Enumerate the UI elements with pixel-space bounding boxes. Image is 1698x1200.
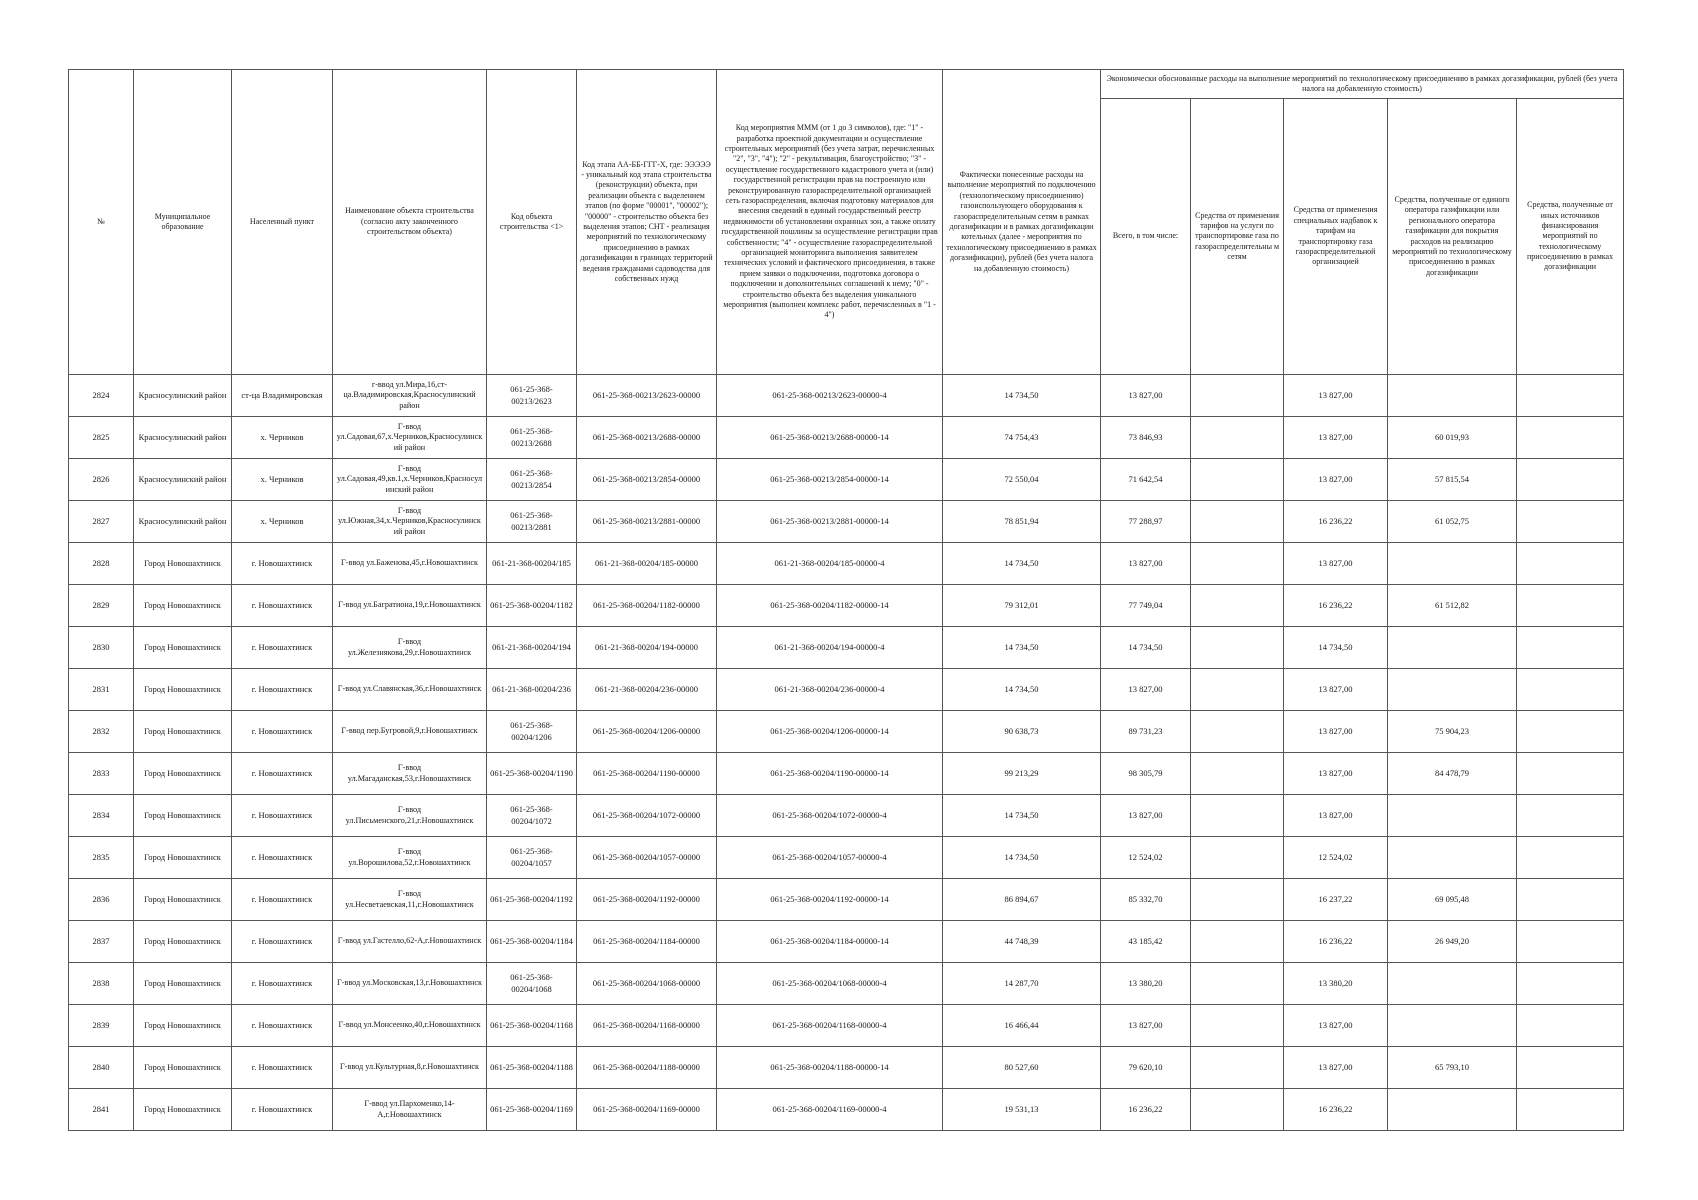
row-num: 2825 <box>69 417 134 459</box>
row-actual-costs: 79 312,01 <box>943 585 1101 627</box>
header-settlement: Населенный пункт <box>232 70 333 375</box>
table-row <box>69 543 1624 585</box>
row-other-sources <box>1517 585 1624 627</box>
row-object-code: 061-25-368-00204/1057 <box>487 837 577 879</box>
row-measure-code: 061-25-368-00204/1192-00000-14 <box>717 879 943 921</box>
row-object-code: 061-25-368-00204/1068 <box>487 963 577 1005</box>
row-total: 13 380,20 <box>1101 963 1191 1005</box>
row-municipality: Красносулинский район <box>134 417 232 459</box>
row-total: 71 642,54 <box>1101 459 1191 501</box>
row-object-name: Г-ввод ул.Железнякова,29,г.Новошахтинск <box>333 627 487 669</box>
row-object-code: 061-21-368-00204/185 <box>487 543 577 585</box>
table-row <box>69 711 1624 753</box>
row-other-sources <box>1517 501 1624 543</box>
row-measure-code: 061-25-368-00204/1068-00000-4 <box>717 963 943 1005</box>
row-object-code: 061-25-368-00204/1072 <box>487 795 577 837</box>
row-num: 2824 <box>69 375 134 417</box>
table-row <box>69 1089 1624 1131</box>
row-num: 2828 <box>69 543 134 585</box>
row-actual-costs: 72 550,04 <box>943 459 1101 501</box>
row-object-name: Г-ввод ул.Московская,13,г.Новошахтинск <box>333 963 487 1005</box>
row-other-sources <box>1517 459 1624 501</box>
costs-table <box>68 69 1624 1131</box>
row-object-name: Г-ввод ул.Багратиона,19,г.Новошахтинск <box>333 585 487 627</box>
table-row <box>69 795 1624 837</box>
table-row <box>69 417 1624 459</box>
row-operator-funds: 57 815,54 <box>1388 459 1517 501</box>
row-municipality: Красносулинский район <box>134 375 232 417</box>
row-object-code: 061-25-368-00213/2623 <box>487 375 577 417</box>
row-measure-code: 061-21-368-00204/194-00000-4 <box>717 627 943 669</box>
row-object-code: 061-25-368-00204/1182 <box>487 585 577 627</box>
row-measure-code: 061-25-368-00213/2854-00000-14 <box>717 459 943 501</box>
row-measure-code: 061-25-368-00204/1168-00000-4 <box>717 1005 943 1047</box>
row-stage-code: 061-25-368-00204/1057-00000 <box>577 837 717 879</box>
row-special-markups: 14 734,50 <box>1284 627 1388 669</box>
row-actual-costs: 78 851,94 <box>943 501 1101 543</box>
row-municipality: Красносулинский район <box>134 459 232 501</box>
row-object-name: Г-ввод ул.Ворошилова,52,г.Новошахтинск <box>333 837 487 879</box>
row-object-name: Г-ввод пер.Бугровой,9,г.Новошахтинск <box>333 711 487 753</box>
row-object-name: г-ввод ул.Мира,16,ст-ца.Владимировская,Красносулинский район <box>333 375 487 417</box>
row-operator-funds <box>1388 963 1517 1005</box>
row-stage-code: 061-25-368-00204/1206-00000 <box>577 711 717 753</box>
row-measure-code: 061-25-368-00204/1184-00000-14 <box>717 921 943 963</box>
row-other-sources <box>1517 375 1624 417</box>
row-other-sources <box>1517 795 1624 837</box>
row-settlement: г. Новошахтинск <box>232 1047 333 1089</box>
row-object-name: Г-ввод ул.Пархоменко,14-А,г.Новошахтинск <box>333 1089 487 1131</box>
row-object-name: Г-ввод ул.Садовая,49,кв.1,х.Черников,Красносулинский район <box>333 459 487 501</box>
row-actual-costs: 90 638,73 <box>943 711 1101 753</box>
table-row <box>69 627 1624 669</box>
row-object-name: Г-ввод ул.Монсеенко,40,г.Новошахтинск <box>333 1005 487 1047</box>
row-municipality: Город Новошахтинск <box>134 669 232 711</box>
row-settlement: г. Новошахтинск <box>232 879 333 921</box>
row-total: 13 827,00 <box>1101 1005 1191 1047</box>
row-special-markups: 13 827,00 <box>1284 1005 1388 1047</box>
row-total: 13 827,00 <box>1101 375 1191 417</box>
table-row <box>69 837 1624 879</box>
row-measure-code: 061-25-368-00204/1188-00000-14 <box>717 1047 943 1089</box>
row-total: 13 827,00 <box>1101 795 1191 837</box>
row-num: 2841 <box>69 1089 134 1131</box>
row-object-name: Г-ввод ул.Садовая,67,х.Черников,Красносулинский район <box>333 417 487 459</box>
row-object-name: Г-ввод ул.Славянская,36,г.Новошахтинск <box>333 669 487 711</box>
row-object-code: 061-25-368-00204/1184 <box>487 921 577 963</box>
row-measure-code: 061-25-368-00204/1057-00000-4 <box>717 837 943 879</box>
row-object-name: Г-ввод ул.Южная,34,х.Черников,Красносулинский район <box>333 501 487 543</box>
row-tariffs <box>1191 543 1284 585</box>
row-tariffs <box>1191 711 1284 753</box>
row-tariffs <box>1191 879 1284 921</box>
row-object-name: Г-ввод ул.Магаданская,53,г.Новошахтинск <box>333 753 487 795</box>
row-object-code: 061-25-368-00204/1190 <box>487 753 577 795</box>
row-measure-code: 061-21-368-00204/185-00000-4 <box>717 543 943 585</box>
row-other-sources <box>1517 837 1624 879</box>
row-other-sources <box>1517 753 1624 795</box>
row-tariffs <box>1191 837 1284 879</box>
row-settlement: г. Новошахтинск <box>232 753 333 795</box>
row-measure-code: 061-25-368-00213/2881-00000-14 <box>717 501 943 543</box>
row-stage-code: 061-25-368-00204/1168-00000 <box>577 1005 717 1047</box>
row-tariffs <box>1191 1047 1284 1089</box>
row-municipality: Город Новошахтинск <box>134 543 232 585</box>
row-municipality: Город Новошахтинск <box>134 1047 232 1089</box>
row-settlement: г. Новошахтинск <box>232 921 333 963</box>
row-num: 2826 <box>69 459 134 501</box>
row-measure-code: 061-21-368-00204/236-00000-4 <box>717 669 943 711</box>
row-tariffs <box>1191 627 1284 669</box>
row-total: 14 734,50 <box>1101 627 1191 669</box>
row-settlement: г. Новошахтинск <box>232 669 333 711</box>
row-actual-costs: 14 287,70 <box>943 963 1101 1005</box>
row-object-name: Г-ввод ул.Несветаевская,11,г.Новошахтинск <box>333 879 487 921</box>
row-total: 12 524,02 <box>1101 837 1191 879</box>
row-special-markups: 16 236,22 <box>1284 585 1388 627</box>
row-total: 13 827,00 <box>1101 669 1191 711</box>
row-actual-costs: 14 734,50 <box>943 627 1101 669</box>
table-row <box>69 963 1624 1005</box>
row-tariffs <box>1191 963 1284 1005</box>
row-operator-funds: 75 904,23 <box>1388 711 1517 753</box>
table-row <box>69 501 1624 543</box>
row-tariffs <box>1191 1005 1284 1047</box>
header-object-code: Код объекта строительства <1> <box>487 70 577 375</box>
row-settlement: х. Черников <box>232 501 333 543</box>
row-operator-funds <box>1388 669 1517 711</box>
row-stage-code: 061-21-368-00204/185-00000 <box>577 543 717 585</box>
row-num: 2837 <box>69 921 134 963</box>
row-special-markups: 16 236,22 <box>1284 1089 1388 1131</box>
row-tariffs <box>1191 1089 1284 1131</box>
row-object-code: 061-25-368-00204/1188 <box>487 1047 577 1089</box>
row-municipality: Город Новошахтинск <box>134 711 232 753</box>
row-operator-funds <box>1388 795 1517 837</box>
row-object-name: Г-ввод ул.Гастелло,62-А,г.Новошахтинск <box>333 921 487 963</box>
row-num: 2835 <box>69 837 134 879</box>
header-economic-costs-group: Экономически обоснованные расходы на выполнение мероприятий по технологическому присоединению в рамках догазификации, рублей (без учета налога на добавленную стоимость) <box>1101 70 1624 99</box>
row-measure-code: 061-25-368-00204/1072-00000-4 <box>717 795 943 837</box>
table-row <box>69 669 1624 711</box>
row-stage-code: 061-25-368-00204/1068-00000 <box>577 963 717 1005</box>
header-other-sources: Средства, полученные от иных источников финансирования мероприятий по технологическому присоединению в рамках догазификации <box>1517 99 1624 375</box>
row-settlement: г. Новошахтинск <box>232 585 333 627</box>
row-stage-code: 061-21-368-00204/236-00000 <box>577 669 717 711</box>
row-operator-funds: 61 052,75 <box>1388 501 1517 543</box>
row-stage-code: 061-25-368-00204/1182-00000 <box>577 585 717 627</box>
row-object-code: 061-25-368-00213/2854 <box>487 459 577 501</box>
row-actual-costs: 14 734,50 <box>943 669 1101 711</box>
row-actual-costs: 19 531,13 <box>943 1089 1101 1131</box>
row-municipality: Красносулинский район <box>134 501 232 543</box>
table-row <box>69 1005 1624 1047</box>
row-settlement: г. Новошахтинск <box>232 543 333 585</box>
row-object-name: Г-ввод ул.Культурная,8,г.Новошахтинск <box>333 1047 487 1089</box>
row-object-code: 061-25-368-00204/1168 <box>487 1005 577 1047</box>
row-settlement: г. Новошахтинск <box>232 1089 333 1131</box>
row-total: 85 332,70 <box>1101 879 1191 921</box>
row-settlement: ст-ца Владимировская <box>232 375 333 417</box>
row-measure-code: 061-25-368-00213/2623-00000-4 <box>717 375 943 417</box>
row-other-sources <box>1517 879 1624 921</box>
row-municipality: Город Новошахтинск <box>134 837 232 879</box>
row-municipality: Город Новошахтинск <box>134 585 232 627</box>
table-row <box>69 879 1624 921</box>
row-special-markups: 13 827,00 <box>1284 543 1388 585</box>
row-stage-code: 061-25-368-00204/1184-00000 <box>577 921 717 963</box>
row-operator-funds <box>1388 375 1517 417</box>
row-tariffs <box>1191 753 1284 795</box>
row-tariffs <box>1191 921 1284 963</box>
row-tariffs <box>1191 459 1284 501</box>
row-total: 43 185,42 <box>1101 921 1191 963</box>
row-num: 2836 <box>69 879 134 921</box>
row-stage-code: 061-25-368-00213/2854-00000 <box>577 459 717 501</box>
row-settlement: г. Новошахтинск <box>232 963 333 1005</box>
header-operator-funds: Средства, полученные от единого оператора газификации или регионального оператора газификации для покрытия расходов на реализацию мероприятий по технологическому присоединению в рамках догазификации <box>1388 99 1517 375</box>
row-operator-funds: 60 019,93 <box>1388 417 1517 459</box>
row-num: 2831 <box>69 669 134 711</box>
row-object-code: 061-25-368-00213/2688 <box>487 417 577 459</box>
row-num: 2840 <box>69 1047 134 1089</box>
row-special-markups: 13 827,00 <box>1284 711 1388 753</box>
row-num: 2838 <box>69 963 134 1005</box>
row-actual-costs: 16 466,44 <box>943 1005 1101 1047</box>
row-object-code: 061-21-368-00204/236 <box>487 669 577 711</box>
row-stage-code: 061-21-368-00204/194-00000 <box>577 627 717 669</box>
row-measure-code: 061-25-368-00204/1169-00000-4 <box>717 1089 943 1131</box>
row-other-sources <box>1517 1047 1624 1089</box>
table-row <box>69 921 1624 963</box>
row-actual-costs: 14 734,50 <box>943 543 1101 585</box>
row-tariffs <box>1191 501 1284 543</box>
row-tariffs <box>1191 669 1284 711</box>
row-object-code: 061-25-368-00204/1192 <box>487 879 577 921</box>
row-special-markups: 13 827,00 <box>1284 1047 1388 1089</box>
row-other-sources <box>1517 1005 1624 1047</box>
header-special-markups: Средства от применения специальных надбавок к тарифам на транспортировку газа газораспределительной организацией <box>1284 99 1388 375</box>
row-operator-funds <box>1388 627 1517 669</box>
row-stage-code: 061-25-368-00213/2623-00000 <box>577 375 717 417</box>
row-total: 73 846,93 <box>1101 417 1191 459</box>
row-measure-code: 061-25-368-00204/1206-00000-14 <box>717 711 943 753</box>
row-num: 2827 <box>69 501 134 543</box>
row-special-markups: 16 236,22 <box>1284 501 1388 543</box>
row-other-sources <box>1517 711 1624 753</box>
row-stage-code: 061-25-368-00213/2881-00000 <box>577 501 717 543</box>
row-object-code: 061-21-368-00204/194 <box>487 627 577 669</box>
header-municipality: Муниципальное образование <box>134 70 232 375</box>
row-object-code: 061-25-368-00213/2881 <box>487 501 577 543</box>
row-special-markups: 13 380,20 <box>1284 963 1388 1005</box>
row-measure-code: 061-25-368-00204/1182-00000-14 <box>717 585 943 627</box>
table-row <box>69 375 1624 417</box>
row-special-markups: 13 827,00 <box>1284 417 1388 459</box>
row-stage-code: 061-25-368-00204/1169-00000 <box>577 1089 717 1131</box>
row-other-sources <box>1517 627 1624 669</box>
row-total: 89 731,23 <box>1101 711 1191 753</box>
row-operator-funds <box>1388 543 1517 585</box>
header-actual-costs: Фактически понесенные расходы на выполнение мероприятий по подключению (технологическому присоединению) газоиспользующего оборудования к газораспределительным сетям в рамках догазификации и в рамках догазификации котельных (далее - мероприятия по технологическому присоединению в рамках догазификации), рублей (без учета налога на добавленную стоимость) <box>943 70 1101 375</box>
row-total: 79 620,10 <box>1101 1047 1191 1089</box>
row-tariffs <box>1191 417 1284 459</box>
row-other-sources <box>1517 921 1624 963</box>
row-operator-funds <box>1388 1005 1517 1047</box>
row-actual-costs: 74 754,43 <box>943 417 1101 459</box>
row-other-sources <box>1517 1089 1624 1131</box>
row-num: 2839 <box>69 1005 134 1047</box>
row-num: 2833 <box>69 753 134 795</box>
row-settlement: г. Новошахтинск <box>232 795 333 837</box>
row-operator-funds: 69 095,48 <box>1388 879 1517 921</box>
row-municipality: Город Новошахтинск <box>134 963 232 1005</box>
row-special-markups: 12 524,02 <box>1284 837 1388 879</box>
row-num: 2832 <box>69 711 134 753</box>
row-municipality: Город Новошахтинск <box>134 795 232 837</box>
row-municipality: Город Новошахтинск <box>134 1089 232 1131</box>
row-other-sources <box>1517 669 1624 711</box>
row-special-markups: 13 827,00 <box>1284 795 1388 837</box>
row-special-markups: 13 827,00 <box>1284 753 1388 795</box>
row-special-markups: 13 827,00 <box>1284 375 1388 417</box>
row-actual-costs: 14 734,50 <box>943 375 1101 417</box>
row-municipality: Город Новошахтинск <box>134 627 232 669</box>
row-operator-funds <box>1388 1089 1517 1131</box>
row-other-sources <box>1517 963 1624 1005</box>
row-tariffs <box>1191 375 1284 417</box>
row-operator-funds: 65 793,10 <box>1388 1047 1517 1089</box>
row-object-code: 061-25-368-00204/1206 <box>487 711 577 753</box>
row-measure-code: 061-25-368-00213/2688-00000-14 <box>717 417 943 459</box>
row-actual-costs: 86 894,67 <box>943 879 1101 921</box>
row-stage-code: 061-25-368-00204/1072-00000 <box>577 795 717 837</box>
row-stage-code: 061-25-368-00213/2688-00000 <box>577 417 717 459</box>
row-stage-code: 061-25-368-00204/1190-00000 <box>577 753 717 795</box>
row-other-sources <box>1517 417 1624 459</box>
table-row <box>69 585 1624 627</box>
row-total: 77 749,04 <box>1101 585 1191 627</box>
table-row <box>69 1047 1624 1089</box>
row-settlement: г. Новошахтинск <box>232 627 333 669</box>
header-num: № <box>69 70 134 375</box>
row-operator-funds: 26 949,20 <box>1388 921 1517 963</box>
row-stage-code: 061-25-368-00204/1192-00000 <box>577 879 717 921</box>
header-tariffs: Средства от применения тарифов на услуги по транспортировке газа по газораспределительны м сетям <box>1191 99 1284 375</box>
row-num: 2834 <box>69 795 134 837</box>
row-operator-funds: 84 478,79 <box>1388 753 1517 795</box>
row-num: 2830 <box>69 627 134 669</box>
table-row <box>69 753 1624 795</box>
row-special-markups: 16 237,22 <box>1284 879 1388 921</box>
header-object-name: Наименование объекта строительства (согласно акту законченного строительством объекта) <box>333 70 487 375</box>
row-object-name: Г-ввод ул.Баженова,45,г.Новошахтинск <box>333 543 487 585</box>
row-total: 13 827,00 <box>1101 543 1191 585</box>
row-actual-costs: 14 734,50 <box>943 837 1101 879</box>
row-municipality: Город Новошахтинск <box>134 921 232 963</box>
row-municipality: Город Новошахтинск <box>134 879 232 921</box>
row-settlement: г. Новошахтинск <box>232 711 333 753</box>
row-settlement: г. Новошахтинск <box>232 837 333 879</box>
row-special-markups: 13 827,00 <box>1284 459 1388 501</box>
row-total: 77 288,97 <box>1101 501 1191 543</box>
row-settlement: х. Черников <box>232 417 333 459</box>
row-settlement: г. Новошахтинск <box>232 1005 333 1047</box>
row-tariffs <box>1191 795 1284 837</box>
header-stage-code: Код этапа АА-ББ-ГГГ-Х, где: ЭЭЭЭЭ - уникальный код этапа строительства (реконструкции) объекта, при реализации объекта с выделением этапов (по форме "00001", "00002"); "00000" - строительство объекта без выделения этапов; СНТ - реализация мероприятий по технологическому присоединению в рамках догазификации в границах территорий ведения гражданами садоводства для собственных нужд <box>577 70 717 375</box>
header-total: Всего, в том числе: <box>1101 99 1191 375</box>
row-total: 98 305,79 <box>1101 753 1191 795</box>
row-stage-code: 061-25-368-00204/1188-00000 <box>577 1047 717 1089</box>
row-operator-funds <box>1388 837 1517 879</box>
row-actual-costs: 80 527,60 <box>943 1047 1101 1089</box>
row-tariffs <box>1191 585 1284 627</box>
row-object-code: 061-25-368-00204/1169 <box>487 1089 577 1131</box>
row-special-markups: 16 236,22 <box>1284 921 1388 963</box>
row-other-sources <box>1517 543 1624 585</box>
header-measure-code: Код мероприятия МММ (от 1 до 3 символов), где: "1" - разработка проектной документации и осуществление строительных мероприятий (без учета затрат, перечисленных "2", "3", "4"); "2" - рекультивация, благоустройство; "3" - осуществление государственного кадастрового учета и (или) государственной регистрации прав на построенную или реконструированную газораспределительной организацией сеть газораспределения, включая подготовку материалов для внесения сведений в единый государственный реестр недвижимости об установлении охранных зон, а также оплату государственной пошлины за осуществление регистрации прав собственности; "4" - осуществление газораспределительной организацией мониторинга выполнения заявителем технических условий и фактического присоединения, в также прием заявки о подключении, подготовка договора о подключении и дополнительных соглашений к нему; "0" - строительство объекта без выделения уникального мероприятия (выполнен комплекс работ, перечисленных в "1 - 4") <box>717 70 943 375</box>
row-object-name: Г-ввод ул.Письменского,21,г.Новошахтинск <box>333 795 487 837</box>
row-actual-costs: 14 734,50 <box>943 795 1101 837</box>
row-total: 16 236,22 <box>1101 1089 1191 1131</box>
row-municipality: Город Новошахтинск <box>134 753 232 795</box>
row-num: 2829 <box>69 585 134 627</box>
row-special-markups: 13 827,00 <box>1284 669 1388 711</box>
row-municipality: Город Новошахтинск <box>134 1005 232 1047</box>
row-operator-funds: 61 512,82 <box>1388 585 1517 627</box>
row-actual-costs: 44 748,39 <box>943 921 1101 963</box>
row-settlement: х. Черников <box>232 459 333 501</box>
row-actual-costs: 99 213,29 <box>943 753 1101 795</box>
row-measure-code: 061-25-368-00204/1190-00000-14 <box>717 753 943 795</box>
table-row <box>69 459 1624 501</box>
